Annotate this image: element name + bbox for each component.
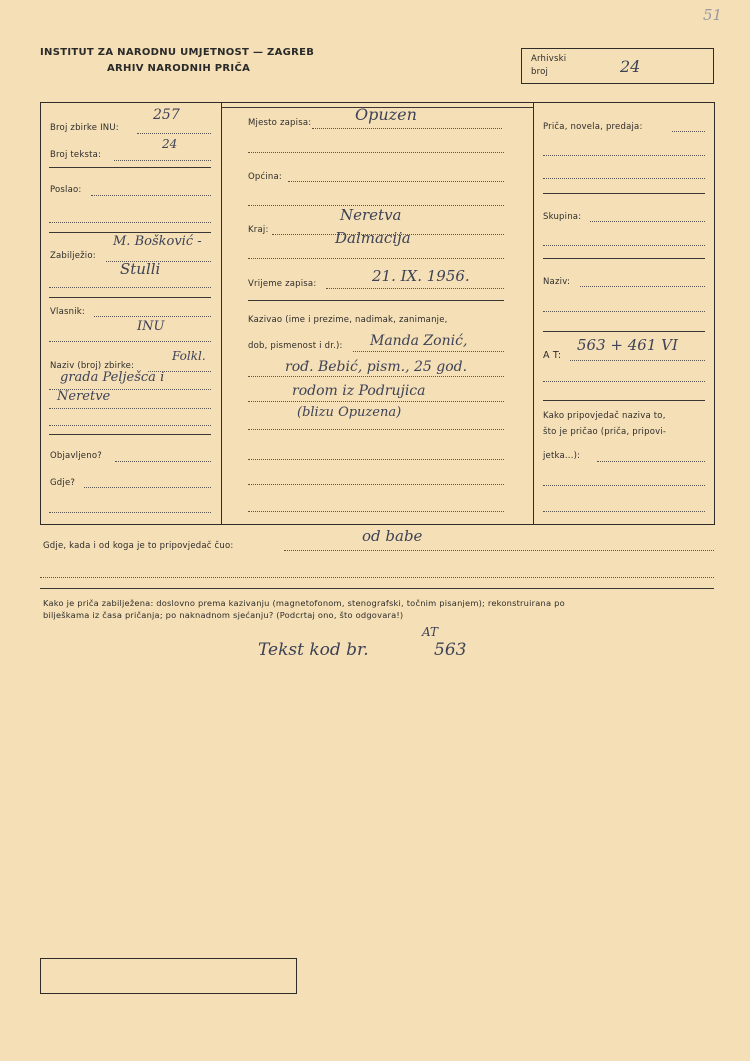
at-value: 563 + 461 VI xyxy=(577,336,678,354)
method-value: Tekst kod br. xyxy=(258,640,369,660)
column-divider-left xyxy=(221,102,222,525)
source-value: od babe xyxy=(362,527,423,545)
archive-title: ARHIV NARODNIH PRIČA xyxy=(107,63,251,74)
place-value: Opuzen xyxy=(355,105,417,124)
collection-name-value-1: Folkl. xyxy=(172,349,206,363)
collection-number-value: 257 xyxy=(153,107,180,123)
date-value: 21. IX. 1956. xyxy=(372,267,470,285)
method-instructions-1: Kako je priča zabilježena: doslovno prema kazivanju (magnetofonom, stenografski, točnim pisanjem); rekonstruirana po xyxy=(43,598,565,608)
text-number-value: 24 xyxy=(162,137,178,151)
where-published-label: Gdje? xyxy=(50,478,76,488)
date-label: Vrijeme zapisa: xyxy=(248,279,317,289)
text-number-label: Broj teksta: xyxy=(50,150,102,160)
narrator-naming-label-1: Kako pripovjedač naziva to, xyxy=(543,411,666,421)
published-label: Objavljeno? xyxy=(50,451,102,461)
collection-name-value-2: grada Pelješca i xyxy=(60,370,165,385)
collection-number-label: Broj zbirke INU: xyxy=(50,123,119,133)
recorder-value-1: M. Bošković - xyxy=(113,234,202,249)
at-label: A T: xyxy=(543,350,562,361)
narrator-value-4: (blizu Opuzena) xyxy=(297,405,402,420)
narrator-label-1: Kazivao (ime i prezime, nadimak, zanimanje, xyxy=(248,315,448,325)
narrator-value-3: rodom iz Podrujica xyxy=(292,383,426,399)
archive-number-label-1: Arhivski xyxy=(531,54,567,64)
narrator-naming-label-3: jetka...): xyxy=(543,451,581,461)
narrator-value-2: rođ. Bebić, pism., 25 god. xyxy=(285,359,468,375)
sender-label: Poslao: xyxy=(50,185,82,195)
collection-name-label: Naziv (broj) zbirke: xyxy=(50,361,135,371)
owner-value: INU xyxy=(137,319,165,334)
group-label: Skupina: xyxy=(543,212,582,222)
region-value-2: Dalmacija xyxy=(335,229,411,247)
method-instructions-2: bilješkama iz časa pričanja; po naknadnom sjećanju? (Podcrtaj ono, što odgovara!) xyxy=(43,610,404,620)
name-label: Naziv: xyxy=(543,277,571,287)
bottom-note-box xyxy=(40,958,297,994)
region-label: Kraj: xyxy=(248,225,269,235)
method-value-number: 563 xyxy=(434,640,467,660)
source-label: Gdje, kada i od koga je to pripovjedač čuo: xyxy=(43,541,234,551)
column-divider-right xyxy=(533,102,534,525)
archive-number-label-2: broj xyxy=(531,67,549,77)
institute-title: INSTITUT ZA NARODNU UMJETNOST — ZAGREB xyxy=(40,47,315,58)
municipality-label: Općina: xyxy=(248,172,282,182)
narrator-label-2: dob, pismenost i dr.): xyxy=(248,341,343,351)
owner-label: Vlasnik: xyxy=(50,307,85,317)
method-value-superscript: AT xyxy=(422,625,439,639)
story-type-label: Priča, novela, predaja: xyxy=(543,122,643,132)
region-value-1: Neretva xyxy=(340,206,402,224)
recorder-value-2: Stulli xyxy=(120,260,161,278)
narrator-naming-label-2: što je pričao (priča, pripovi- xyxy=(543,427,667,437)
collection-name-value-3: Neretve xyxy=(57,389,111,404)
archive-number-value: 24 xyxy=(620,57,641,76)
place-label: Mjesto zapisa: xyxy=(248,118,312,128)
recorder-label: Zabilježio: xyxy=(50,251,96,261)
narrator-value-1: Manda Zonić, xyxy=(370,333,468,349)
corner-page-number: 51 xyxy=(703,6,723,24)
archive-number-box xyxy=(521,48,714,84)
